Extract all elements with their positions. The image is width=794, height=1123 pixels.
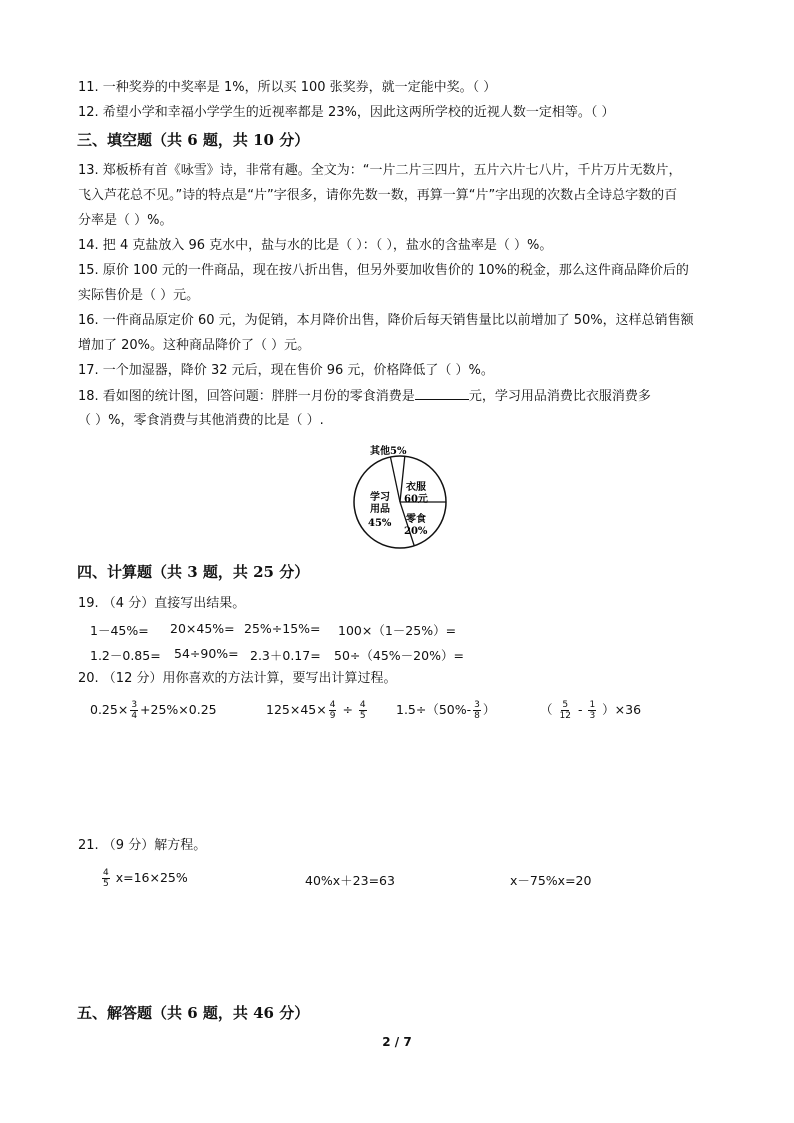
numerator: 4 [103, 868, 109, 878]
question-12: 12. 希望小学和幸福小学学生的近视率都是 23%，因此这两所学校的近视人数一定相等。（ ） [78, 105, 615, 120]
label-clothes: 衣服 [406, 482, 426, 493]
fraction [329, 700, 337, 721]
question-18-line-1 [78, 387, 651, 406]
numerator: 3 [131, 700, 138, 710]
expr-text: 0.25× [90, 702, 129, 717]
label-study-2: 用品 [370, 504, 390, 515]
answer-blank [415, 387, 469, 400]
expr-text: 125×45× [266, 702, 327, 717]
calc-20-a [90, 700, 217, 721]
calc-19-8: 50÷（45%－20%）= [334, 648, 464, 663]
section-heading-fill-in: 三、填空题（共 6 题，共 10 分） [77, 131, 310, 149]
pie-slices [354, 456, 446, 548]
question-18-line-2: （ ）%，零食消费与其他消费的比是（ ）. [78, 413, 324, 428]
label-clothes-value: 60元 [404, 494, 428, 505]
question-15-line-1: 15. 原价 100 元的一件商品，现在按八折出售，但另外要加收售价的 10%的税金，那么这件商品降价后的 [78, 263, 689, 278]
calc-19-6: 54÷90%= [174, 646, 239, 661]
question-13-line-1: 13. 郑板桥有首《咏雪》诗，非常有趣。全文为：“一片二片三四片，五片六片七八片，千片万片无数片， [78, 163, 682, 178]
fraction [473, 700, 481, 721]
label-study-pct: 45% [368, 518, 392, 529]
expr-text: 1.5÷（50%- [396, 702, 472, 717]
question-20: 20. （12 分）用你喜欢的方法计算，要写出计算过程。 [78, 671, 397, 686]
question-11: 11. 一种奖券的中奖率是 1%，所以买 100 张奖券，就一定能中奖。（ ） [78, 80, 497, 95]
section-heading-word-problems: 五、解答题（共 6 题，共 46 分） [77, 1004, 310, 1022]
fraction [588, 700, 596, 721]
calc-19-3: 25%÷15%= [244, 621, 321, 636]
expr-text: （ [540, 702, 553, 717]
calc-19-2: 20×45%= [170, 621, 235, 636]
page-number: 2 / 7 [382, 1035, 412, 1049]
equation-21-b: 40%x＋23=63 [305, 873, 395, 888]
operator: ÷ [342, 702, 353, 717]
numerator: 5 [562, 700, 569, 710]
denominator: 4 [131, 711, 138, 721]
numerator: 3 [474, 700, 480, 710]
question-13-line-2: 飞入芦花总不见。”诗的特点是“片”字很多，请你先数一数，再算一算“片”字出现的次数占全诗总字数的百 [78, 188, 678, 203]
denominator: 3 [589, 711, 596, 721]
expr-text: ） [482, 702, 496, 717]
label-snack: 零食 [406, 514, 426, 525]
denominator: 5 [103, 879, 109, 889]
calc-19-7: 2.3＋0.17= [250, 648, 321, 663]
denominator: 8 [474, 711, 480, 721]
question-19: 19. （4 分）直接写出结果。 [78, 596, 246, 611]
question-18-text-a: 18. 看如图的统计图，回答问题：胖胖一月份的零食消费是 [78, 389, 415, 404]
label-other: 其他5% [370, 446, 407, 457]
numerator: 4 [329, 700, 336, 710]
question-15-line-2: 实际售价是（ ）元。 [78, 288, 200, 303]
question-17: 17. 一个加湿器，降价 32 元后，现在售价 96 元，价格降低了（ ）%。 [78, 363, 494, 378]
fraction [102, 868, 110, 889]
expr-text: ）×36 [602, 702, 642, 717]
denominator: 5 [359, 711, 366, 721]
question-16-line-2: 增加了 20%。这种商品降价了（ ）元。 [78, 338, 311, 353]
label-study-1: 学习 [370, 492, 390, 503]
expr-text: x=16×25% [115, 870, 188, 885]
section-heading-calculation: 四、计算题（共 3 题，共 25 分） [77, 563, 310, 581]
fraction [130, 700, 138, 721]
equation-21-c: x－75%x=20 [510, 873, 592, 888]
calc-19-1: 1－45%= [90, 623, 149, 638]
fraction [359, 700, 367, 721]
denominator: 12 [559, 711, 571, 721]
calc-19-5: 1.2－0.85= [90, 648, 161, 663]
question-14: 14. 把 4 克盐放入 96 克水中，盐与水的比是（ ）：（ ），盐水的含盐率是（ ）%。 [78, 238, 553, 253]
calc-20-b [266, 700, 369, 721]
numerator: 1 [589, 700, 596, 710]
pie-slice-boundary [390, 457, 400, 502]
question-18-text-b: 元，学习用品消费比衣服消费多 [468, 389, 651, 404]
operator: - [577, 702, 583, 717]
numerator: 4 [359, 700, 366, 710]
question-21: 21. （9 分）解方程。 [78, 838, 207, 853]
question-16-line-1: 16. 一件商品原定价 60 元，为促销，本月降价出售，降价后每天销售量比以前增加了 50%，这样总销售额 [78, 313, 694, 328]
label-snack-pct: 20% [404, 526, 428, 537]
calc-19-4: 100×（1－25%）= [338, 623, 457, 638]
calc-20-c [396, 700, 495, 721]
expr-text: +25%×0.25 [140, 702, 217, 717]
question-13-line-3: 分率是（ ）%。 [78, 213, 173, 228]
equation-21-a [100, 868, 188, 889]
calc-20-d [540, 700, 641, 721]
denominator: 9 [329, 711, 336, 721]
fraction [559, 700, 572, 721]
pie-chart [350, 440, 450, 552]
